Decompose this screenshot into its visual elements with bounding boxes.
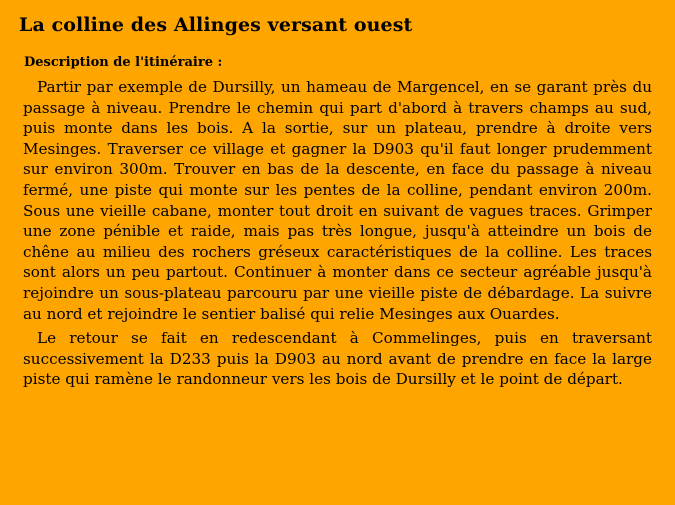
paragraph-return: Le retour se fait en redescendant à Commelinges, puis en traversant successivement la D233 puis la D903 au nord avant de prendre en face la large piste qui ramène le randonneur vers les bois de Dursilly et le point de départ. xyxy=(23,329,652,389)
paragraph-route: Partir par exemple de Dursilly, un hameau de Margencel, en se garant près du passage à niveau. Prendre le chemin qui part d'abord à travers champs au sud, puis monte dans les bois. A la sortie, sur un plateau, prendre à droite vers Mesinges. Traverser ce village et gagner la D903 qu'il faut longer prudemment sur environ 300m. Trouver en bas de la descente, en face du passage à niveau fermé, une piste qui monte sur les pentes de la colline, pendant environ 200m. Sous une vieille cabane, monter tout droit en suivant de vagues traces. Grimper une zone pénible et raide, mais pas très longue, jusqu'à atteindre un bois de chêne au milieu des rochers gréseux caractéristiques de la colline. Les traces sont alors un peu partout. Continuer à monter dans ce secteur agréable jusqu'à rejoindre un sous-plateau parcouru par une vieille piste de débardage. La suivre au nord et rejoindre le sentier balisé qui relie Mesinges aux Ouardes. xyxy=(23,78,652,323)
section-heading: Description de l'itinéraire : xyxy=(24,55,223,70)
page-title: La colline des Allinges versant ouest xyxy=(19,14,413,36)
itinerary-description xyxy=(23,77,652,390)
